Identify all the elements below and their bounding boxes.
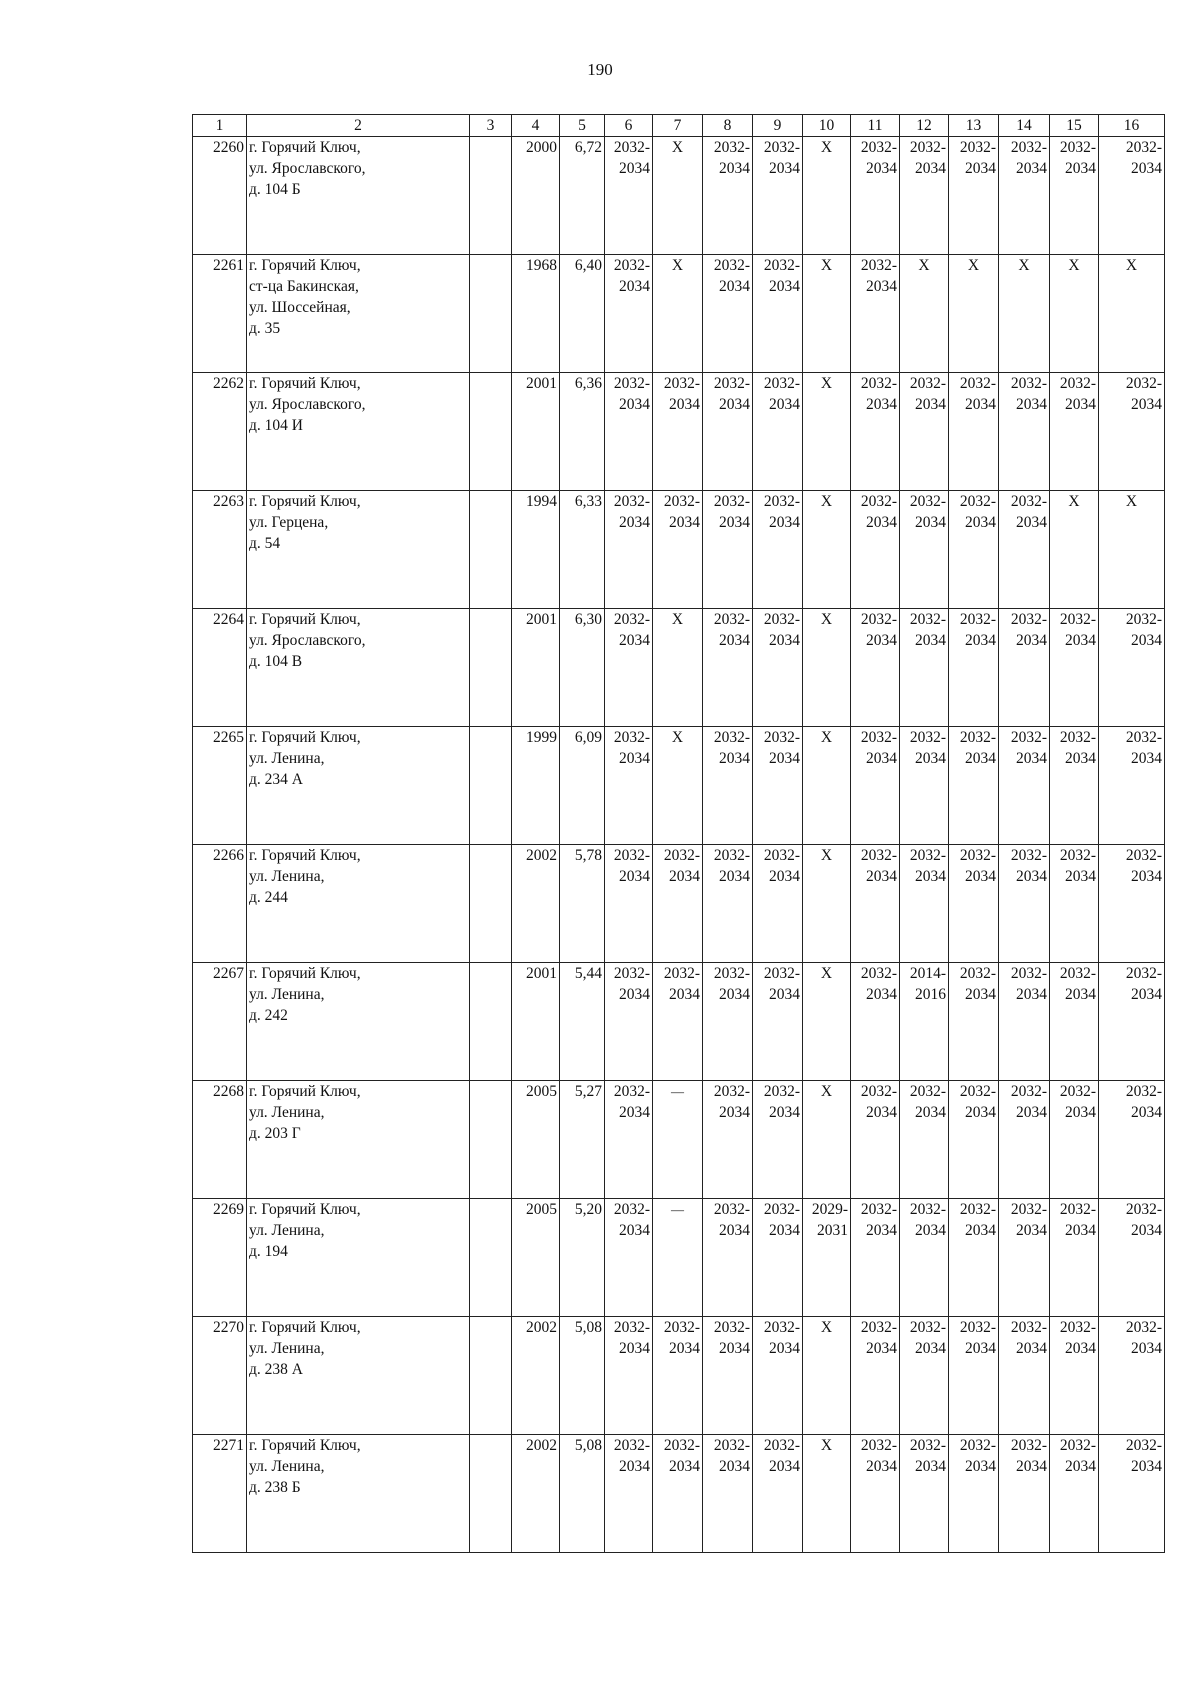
- column-9-cell: 2032- 2034: [753, 609, 803, 727]
- column-15-cell: 2032- 2034: [1050, 609, 1099, 727]
- column-14-cell: X: [999, 255, 1050, 373]
- column-15-cell: 2032- 2034: [1050, 1199, 1099, 1317]
- column-13-cell: 2032- 2034: [949, 1317, 999, 1435]
- column-13-cell: 2032- 2034: [949, 1081, 999, 1199]
- address: г. Горячий Ключ, ст-ца Бакинская, ул. Шоссейная, д. 35: [247, 255, 470, 373]
- column-8-cell: 2032- 2034: [703, 1435, 753, 1553]
- column-7-cell: 2032- 2034: [653, 491, 703, 609]
- column-13-cell: 2032- 2034: [949, 609, 999, 727]
- column-15-cell: 2032- 2034: [1050, 963, 1099, 1081]
- column-11-cell: 2032- 2034: [851, 609, 900, 727]
- column-7-cell: 2032- 2034: [653, 373, 703, 491]
- column-9-cell: 2032- 2034: [753, 255, 803, 373]
- column-11-cell: 2032- 2034: [851, 845, 900, 963]
- value-cell: 5,20: [560, 1199, 605, 1317]
- column-13-cell: 2032- 2034: [949, 491, 999, 609]
- column-15-cell: 2032- 2034: [1050, 845, 1099, 963]
- value-cell: 5,27: [560, 1081, 605, 1199]
- column-header: 15: [1050, 115, 1099, 137]
- table-row: [193, 963, 1165, 1081]
- year-built: 1994: [512, 491, 560, 609]
- column-12-cell: 2032- 2034: [900, 373, 949, 491]
- column-7-cell: —: [653, 1199, 703, 1317]
- row-number: 2264: [193, 609, 247, 727]
- column-header: 10: [803, 115, 851, 137]
- column-11-cell: 2032- 2034: [851, 1317, 900, 1435]
- column-9-cell: 2032- 2034: [753, 1317, 803, 1435]
- row-number: 2271: [193, 1435, 247, 1553]
- column-16-cell: 2032- 2034: [1099, 1081, 1165, 1199]
- row-number: 2269: [193, 1199, 247, 1317]
- column-10-cell: X: [803, 491, 851, 609]
- column-13-cell: X: [949, 255, 999, 373]
- column-3-cell: [470, 609, 512, 727]
- column-16-cell: X: [1099, 255, 1165, 373]
- column-6-cell: 2032- 2034: [605, 255, 653, 373]
- column-3-cell: [470, 491, 512, 609]
- column-header: 11: [851, 115, 900, 137]
- column-7-cell: 2032- 2034: [653, 1317, 703, 1435]
- column-13-cell: 2032- 2034: [949, 963, 999, 1081]
- column-13-cell: 2032- 2034: [949, 373, 999, 491]
- table-row: [193, 845, 1165, 963]
- address: г. Горячий Ключ, ул. Ленина, д. 203 Г: [247, 1081, 470, 1199]
- year-built: 2002: [512, 845, 560, 963]
- column-14-cell: 2032- 2034: [999, 491, 1050, 609]
- table-row: [193, 255, 1165, 373]
- row-number: 2270: [193, 1317, 247, 1435]
- column-9-cell: 2032- 2034: [753, 845, 803, 963]
- column-12-cell: 2032- 2034: [900, 727, 949, 845]
- column-8-cell: 2032- 2034: [703, 1317, 753, 1435]
- column-header: 8: [703, 115, 753, 137]
- column-11-cell: 2032- 2034: [851, 137, 900, 255]
- column-14-cell: 2032- 2034: [999, 137, 1050, 255]
- column-header: 16: [1099, 115, 1165, 137]
- row-number: 2263: [193, 491, 247, 609]
- column-15-cell: 2032- 2034: [1050, 1081, 1099, 1199]
- column-10-cell: X: [803, 255, 851, 373]
- address: г. Горячий Ключ, ул. Ярославского, д. 104 Б: [247, 137, 470, 255]
- column-14-cell: 2032- 2034: [999, 609, 1050, 727]
- housing-register-table: [192, 114, 1165, 1553]
- column-10-cell: X: [803, 1435, 851, 1553]
- column-11-cell: 2032- 2034: [851, 1081, 900, 1199]
- column-15-cell: 2032- 2034: [1050, 1435, 1099, 1553]
- value-cell: 5,44: [560, 963, 605, 1081]
- column-9-cell: 2032- 2034: [753, 491, 803, 609]
- value-cell: 6,09: [560, 727, 605, 845]
- column-3-cell: [470, 845, 512, 963]
- column-8-cell: 2032- 2034: [703, 491, 753, 609]
- year-built: 2001: [512, 373, 560, 491]
- column-7-cell: X: [653, 255, 703, 373]
- column-6-cell: 2032- 2034: [605, 963, 653, 1081]
- column-number-row: [193, 115, 1165, 137]
- column-7-cell: X: [653, 609, 703, 727]
- column-15-cell: 2032- 2034: [1050, 1317, 1099, 1435]
- column-6-cell: 2032- 2034: [605, 1435, 653, 1553]
- table-row: [193, 727, 1165, 845]
- column-15-cell: X: [1050, 255, 1099, 373]
- column-header: 13: [949, 115, 999, 137]
- column-8-cell: 2032- 2034: [703, 1199, 753, 1317]
- address: г. Горячий Ключ, ул. Ленина, д. 234 А: [247, 727, 470, 845]
- year-built: 2001: [512, 963, 560, 1081]
- column-8-cell: 2032- 2034: [703, 255, 753, 373]
- column-6-cell: 2032- 2034: [605, 1317, 653, 1435]
- column-10-cell: X: [803, 1317, 851, 1435]
- column-12-cell: X: [900, 255, 949, 373]
- column-12-cell: 2032- 2034: [900, 491, 949, 609]
- year-built: 2001: [512, 609, 560, 727]
- column-header: 14: [999, 115, 1050, 137]
- column-7-cell: 2032- 2034: [653, 1435, 703, 1553]
- column-10-cell: X: [803, 609, 851, 727]
- column-13-cell: 2032- 2034: [949, 727, 999, 845]
- column-10-cell: X: [803, 1081, 851, 1199]
- table-body: [193, 137, 1165, 1553]
- column-16-cell: 2032- 2034: [1099, 373, 1165, 491]
- address: г. Горячий Ключ, ул. Ленина, д. 242: [247, 963, 470, 1081]
- address: г. Горячий Ключ, ул. Ярославского, д. 104 И: [247, 373, 470, 491]
- year-built: 2005: [512, 1199, 560, 1317]
- column-12-cell: 2014- 2016: [900, 963, 949, 1081]
- column-16-cell: 2032- 2034: [1099, 137, 1165, 255]
- column-12-cell: 2032- 2034: [900, 1435, 949, 1553]
- column-9-cell: 2032- 2034: [753, 1435, 803, 1553]
- year-built: 2002: [512, 1435, 560, 1553]
- address: г. Горячий Ключ, ул. Ленина, д. 244: [247, 845, 470, 963]
- column-11-cell: 2032- 2034: [851, 373, 900, 491]
- column-10-cell: X: [803, 727, 851, 845]
- column-3-cell: [470, 1199, 512, 1317]
- value-cell: 6,36: [560, 373, 605, 491]
- table-row: [193, 1435, 1165, 1553]
- column-14-cell: 2032- 2034: [999, 727, 1050, 845]
- column-16-cell: 2032- 2034: [1099, 845, 1165, 963]
- column-13-cell: 2032- 2034: [949, 137, 999, 255]
- year-built: 2000: [512, 137, 560, 255]
- column-15-cell: 2032- 2034: [1050, 373, 1099, 491]
- column-9-cell: 2032- 2034: [753, 727, 803, 845]
- address: г. Горячий Ключ, ул. Ленина, д. 194: [247, 1199, 470, 1317]
- column-7-cell: 2032- 2034: [653, 845, 703, 963]
- year-built: 1968: [512, 255, 560, 373]
- column-16-cell: 2032- 2034: [1099, 1317, 1165, 1435]
- column-12-cell: 2032- 2034: [900, 1199, 949, 1317]
- column-11-cell: 2032- 2034: [851, 1435, 900, 1553]
- table-row: [193, 373, 1165, 491]
- column-header: 1: [193, 115, 247, 137]
- column-header: 5: [560, 115, 605, 137]
- column-10-cell: X: [803, 963, 851, 1081]
- column-8-cell: 2032- 2034: [703, 609, 753, 727]
- column-6-cell: 2032- 2034: [605, 491, 653, 609]
- value-cell: 6,40: [560, 255, 605, 373]
- page-number: 190: [587, 60, 613, 79]
- column-7-cell: —: [653, 1081, 703, 1199]
- column-7-cell: X: [653, 137, 703, 255]
- column-11-cell: 2032- 2034: [851, 727, 900, 845]
- year-built: 2005: [512, 1081, 560, 1199]
- table-row: [193, 609, 1165, 727]
- table-row: [193, 1317, 1165, 1435]
- column-header: 9: [753, 115, 803, 137]
- column-16-cell: 2032- 2034: [1099, 1199, 1165, 1317]
- column-13-cell: 2032- 2034: [949, 1199, 999, 1317]
- column-6-cell: 2032- 2034: [605, 845, 653, 963]
- column-3-cell: [470, 1081, 512, 1199]
- column-header: 2: [247, 115, 470, 137]
- column-16-cell: X: [1099, 491, 1165, 609]
- column-9-cell: 2032- 2034: [753, 137, 803, 255]
- column-6-cell: 2032- 2034: [605, 373, 653, 491]
- column-15-cell: 2032- 2034: [1050, 137, 1099, 255]
- address: г. Горячий Ключ, ул. Ярославского, д. 104 В: [247, 609, 470, 727]
- column-header: 12: [900, 115, 949, 137]
- address: г. Горячий Ключ, ул. Герцена, д. 54: [247, 491, 470, 609]
- value-cell: 6,30: [560, 609, 605, 727]
- column-header: 7: [653, 115, 703, 137]
- column-12-cell: 2032- 2034: [900, 845, 949, 963]
- column-3-cell: [470, 255, 512, 373]
- table-row: [193, 1081, 1165, 1199]
- row-number: 2261: [193, 255, 247, 373]
- column-6-cell: 2032- 2034: [605, 1081, 653, 1199]
- column-9-cell: 2032- 2034: [753, 373, 803, 491]
- column-11-cell: 2032- 2034: [851, 491, 900, 609]
- column-8-cell: 2032- 2034: [703, 137, 753, 255]
- value-cell: 5,78: [560, 845, 605, 963]
- column-10-cell: X: [803, 373, 851, 491]
- value-cell: 6,33: [560, 491, 605, 609]
- column-12-cell: 2032- 2034: [900, 609, 949, 727]
- column-14-cell: 2032- 2034: [999, 373, 1050, 491]
- column-8-cell: 2032- 2034: [703, 963, 753, 1081]
- column-15-cell: X: [1050, 491, 1099, 609]
- column-14-cell: 2032- 2034: [999, 1317, 1050, 1435]
- table-row: [193, 491, 1165, 609]
- address: г. Горячий Ключ, ул. Ленина, д. 238 А: [247, 1317, 470, 1435]
- year-built: 1999: [512, 727, 560, 845]
- column-3-cell: [470, 1317, 512, 1435]
- column-10-cell: X: [803, 137, 851, 255]
- column-3-cell: [470, 137, 512, 255]
- column-10-cell: X: [803, 845, 851, 963]
- column-16-cell: 2032- 2034: [1099, 1435, 1165, 1553]
- row-number: 2260: [193, 137, 247, 255]
- column-3-cell: [470, 1435, 512, 1553]
- column-14-cell: 2032- 2034: [999, 1435, 1050, 1553]
- column-header: 4: [512, 115, 560, 137]
- column-15-cell: 2032- 2034: [1050, 727, 1099, 845]
- address: г. Горячий Ключ, ул. Ленина, д. 238 Б: [247, 1435, 470, 1553]
- column-7-cell: 2032- 2034: [653, 963, 703, 1081]
- column-16-cell: 2032- 2034: [1099, 963, 1165, 1081]
- column-14-cell: 2032- 2034: [999, 1199, 1050, 1317]
- table-row: [193, 1199, 1165, 1317]
- column-14-cell: 2032- 2034: [999, 1081, 1050, 1199]
- column-header: 3: [470, 115, 512, 137]
- column-8-cell: 2032- 2034: [703, 845, 753, 963]
- column-11-cell: 2032- 2034: [851, 963, 900, 1081]
- row-number: 2262: [193, 373, 247, 491]
- column-14-cell: 2032- 2034: [999, 963, 1050, 1081]
- column-9-cell: 2032- 2034: [753, 1081, 803, 1199]
- column-8-cell: 2032- 2034: [703, 373, 753, 491]
- column-8-cell: 2032- 2034: [703, 1081, 753, 1199]
- column-14-cell: 2032- 2034: [999, 845, 1050, 963]
- column-8-cell: 2032- 2034: [703, 727, 753, 845]
- column-3-cell: [470, 963, 512, 1081]
- column-6-cell: 2032- 2034: [605, 137, 653, 255]
- row-number: 2266: [193, 845, 247, 963]
- column-3-cell: [470, 727, 512, 845]
- column-9-cell: 2032- 2034: [753, 1199, 803, 1317]
- column-11-cell: 2032- 2034: [851, 255, 900, 373]
- value-cell: 5,08: [560, 1435, 605, 1553]
- column-7-cell: X: [653, 727, 703, 845]
- column-13-cell: 2032- 2034: [949, 845, 999, 963]
- column-12-cell: 2032- 2034: [900, 1081, 949, 1199]
- value-cell: 6,72: [560, 137, 605, 255]
- column-13-cell: 2032- 2034: [949, 1435, 999, 1553]
- column-12-cell: 2032- 2034: [900, 137, 949, 255]
- column-6-cell: 2032- 2034: [605, 727, 653, 845]
- column-6-cell: 2032- 2034: [605, 609, 653, 727]
- row-number: 2265: [193, 727, 247, 845]
- column-11-cell: 2032- 2034: [851, 1199, 900, 1317]
- table-row: [193, 137, 1165, 255]
- row-number: 2267: [193, 963, 247, 1081]
- column-16-cell: 2032- 2034: [1099, 609, 1165, 727]
- row-number: 2268: [193, 1081, 247, 1199]
- column-12-cell: 2032- 2034: [900, 1317, 949, 1435]
- value-cell: 5,08: [560, 1317, 605, 1435]
- column-3-cell: [470, 373, 512, 491]
- column-9-cell: 2032- 2034: [753, 963, 803, 1081]
- column-6-cell: 2032- 2034: [605, 1199, 653, 1317]
- column-header: 6: [605, 115, 653, 137]
- column-16-cell: 2032- 2034: [1099, 727, 1165, 845]
- column-10-cell: 2029- 2031: [803, 1199, 851, 1317]
- year-built: 2002: [512, 1317, 560, 1435]
